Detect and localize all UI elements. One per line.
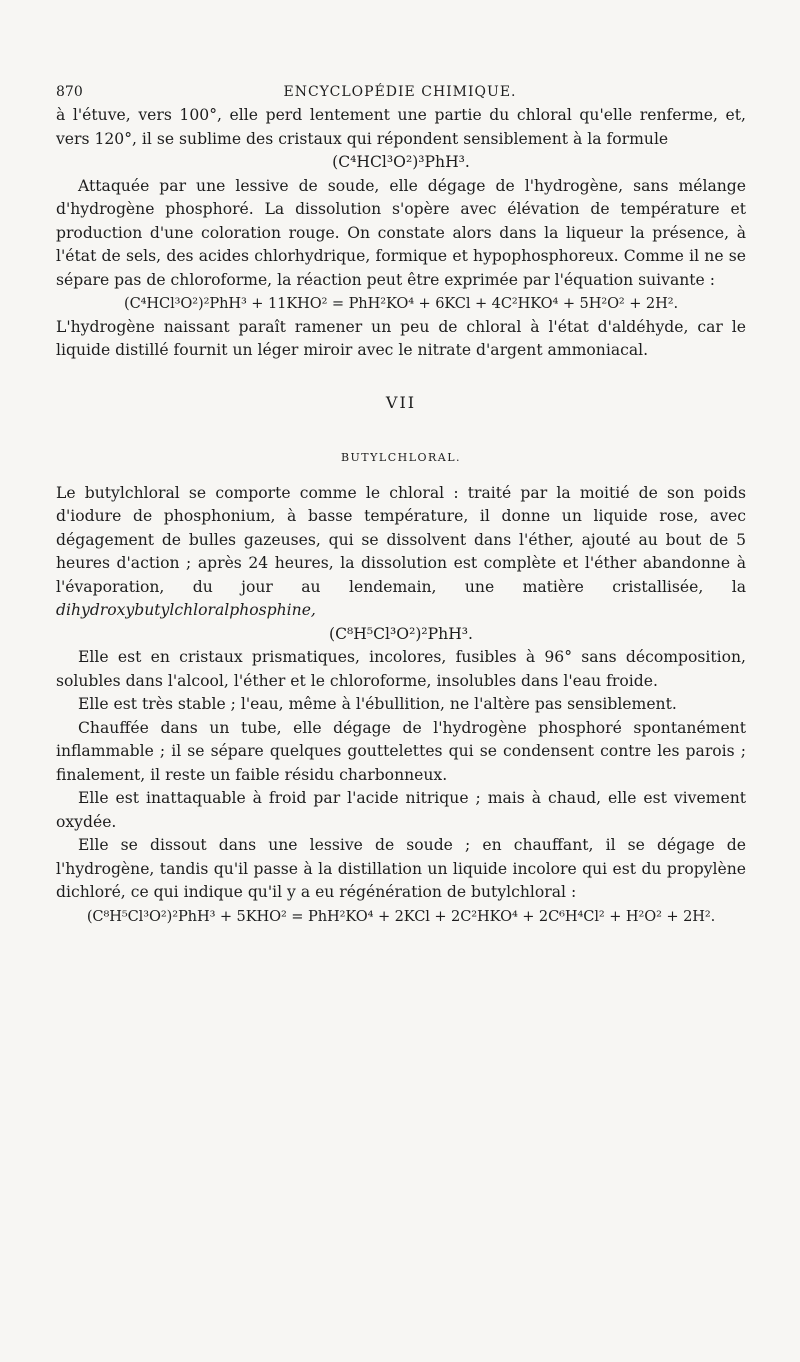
paragraph-8: Elle est inattaquable à froid par l'acide nitrique ; mais à chaud, elle est vivement oxydée. bbox=[56, 789, 746, 831]
equation-1: (C⁴HCl³O²)²PhH³ + 11KHO² = PhH²KO⁴ + 6KCl + 4C²HKO⁴ + 5H²O² + 2H². bbox=[123, 295, 678, 312]
running-header bbox=[56, 84, 744, 104]
paragraph-1: à l'étuve, vers 100°, elle perd lentement une partie du chloral qu'elle renferme, et, vers 120°, il se sublime des cristaux qui répondent sensiblement à la formule bbox=[56, 106, 746, 148]
paragraph-6: Elle est très stable ; l'eau, même à l'ébullition, ne l'altère pas sensiblement. bbox=[78, 695, 677, 713]
formula-1: (C⁴HCl³O²)³PhH³. bbox=[332, 153, 470, 171]
paragraph-7: Chauffée dans un tube, elle dégage de l'hydrogène phosphoré spontanément inflammable ; il se sépare quelques gouttelettes qui se condensent contre les parois ; finalement, il reste un faible résidu charbonneux. bbox=[56, 718, 746, 784]
paragraph-3: L'hydrogène naissant paraît ramener un peu de chloral à l'état d'aldéhyde, car le liquide distillé fournit un léger miroir avec le nitrate d'argent ammoniacal. bbox=[56, 317, 746, 359]
paragraph-4 bbox=[56, 482, 746, 623]
page-body bbox=[56, 104, 746, 928]
paragraph-2: Attaquée par une lessive de soude, elle dégage de l'hydrogène, sans mélange d'hydrogène phosphoré. La dissolution s'opère avec élévation de température et production d'une coloration rouge. On constate alors dans la liqueur la présence, à l'état de sels, des acides chlorhydrique, formique et hypophosphoreux. Comme il ne se sépare pas de chloroforme, la réaction peut être exprimée par l'équation suivante : bbox=[56, 176, 746, 289]
section-numeral: VII bbox=[385, 392, 417, 412]
paragraph-4-text: Le butylchloral se comporte comme le chloral : traité par la moitié de son poids d'iodure de phosphonium, à basse température, il donne un liquide rose, avec dégagement de bulles gazeuses, qui se dissolvent dans l'éther, ajouté au bout de 5 heures d'action ; après 24 heures, la dissolution est complète et l'éther abandonne à l'évaporation, du jour au lendemain, une matière cristallisée, la bbox=[56, 483, 746, 596]
formula-2: (C⁸H⁵Cl³O²)²PhH³. bbox=[329, 624, 473, 643]
compound-name: dihydroxybutylchloralphosphine, bbox=[56, 601, 316, 619]
paragraph-5: Elle est en cristaux prismatiques, incolores, fusibles à 96° sans décomposition, solubles dans l'alcool, l'éther et le chloroforme, insolubles dans l'eau froide. bbox=[56, 648, 746, 690]
running-title: ENCYCLOPÉDIE CHIMIQUE. bbox=[283, 84, 517, 100]
section-title: BUTYLCHLORAL. bbox=[340, 451, 462, 464]
equation-2: (C⁸H⁵Cl³O²)²PhH³ + 5KHO² = PhH²KO⁴ + 2KCl + 2C²HKO⁴ + 2C⁶H⁴Cl² + H²O² + 2H². bbox=[86, 907, 716, 925]
paragraph-9: Elle se dissout dans une lessive de soude ; en chauffant, il se dégage de l'hydrogène, tandis qu'il passe à la distillation un liquide incolore qui est du propylène dichloré, ce qui indique qu'il y a eu régénération de butylchloral : bbox=[56, 836, 746, 901]
page-number: 870 bbox=[56, 84, 83, 100]
